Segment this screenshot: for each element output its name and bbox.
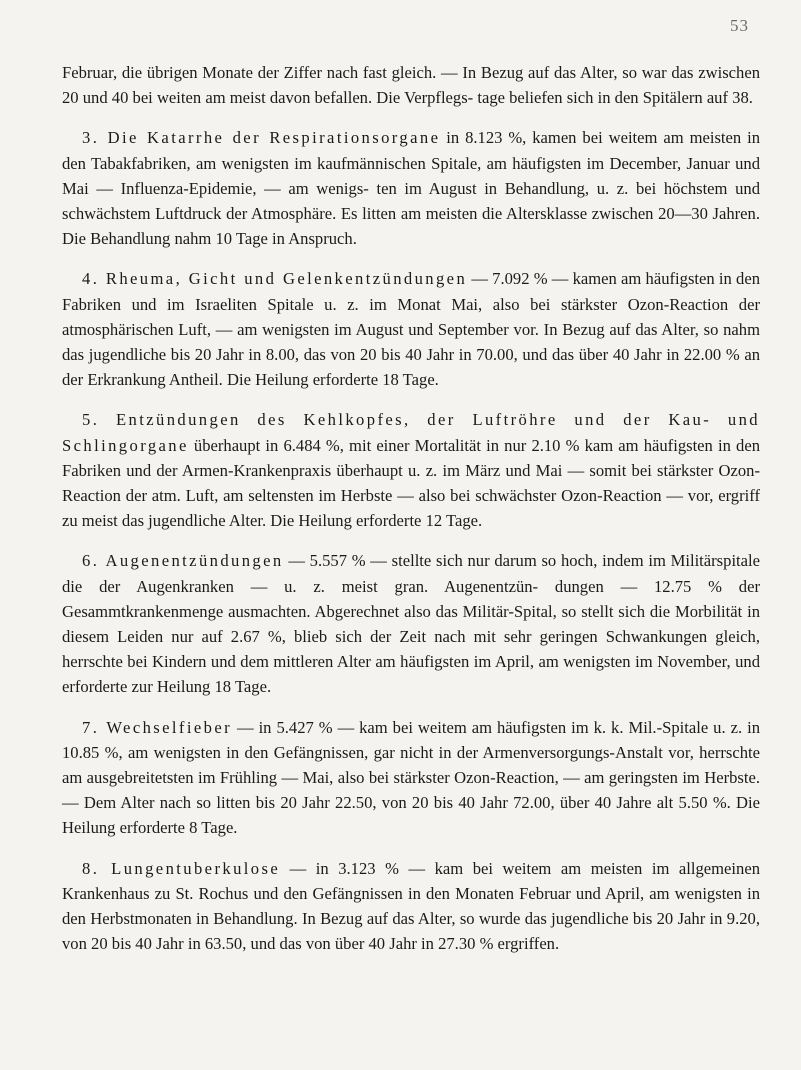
paragraph-text: — 7.092 % — kamen am häufigsten in den Fabriken und im Israeliten Spitale u. z. im Monat Mai, also bei stärkster Ozon-Reaction der atmosphärischen Luft, — am wenigsten im August und September vor. In Bezug auf das Alter, so nahm das jugendliche bis 20 Jahr in 8.00, das von 20 bis 40 Jahr in 70.00, und das über 40 Jahr in 22.00 % an der Erkrankung Antheil. Die Heilung erforderte 18 Tage. [62,269,760,390]
paragraph-heading: 6. Augenentzündungen [82,551,284,571]
paragraph-heading: 7. Wechselfieber [82,717,233,737]
paragraph-text: Februar, die übrigen Monate der Ziffer nach fast gleich. — In Bezug auf das Alter, so war das zwischen 20 und 40 bei weiten am meist davon befallen. Die Verpflegs- tage beliefen sich in den Spitälern auf 38. [62,63,760,108]
body-text [62,60,760,957]
paragraph-intermittent-fever [62,715,760,841]
paragraph-heading: 4. Rheuma, Gicht und Gelenkentzündungen [82,269,468,289]
paragraph-heading: 3. Die Katarrhe der Respirationsorgane [82,128,441,148]
paragraph-text: in 8.123 %, kamen bei weitem am meisten in den Tabakfabriken, am wenigsten im kaufmännischen Spitale, am häufigsten im December, Januar und Mai — Influenza-Epidemie, — am wenigs- ten im August in Behandlung, u. z. bei höchstem und schwächstem Luftdruck der Atmosphäre. Es litten am meisten die Altersklasse zwischen 20—30 Jahren. Die Behandlung nahm 10 Tage in Anspruch. [62,128,761,249]
paragraph-text: überhaupt in 6.484 %, mit einer Mortalität in nur 2.10 % kam am häufigsten in den Fabriken und der Armen-Krankenpraxis überhaupt u. z. im März und Mai — somit bei stärkster Ozon-Reaction der atm. Luft, am seltensten im Herbste — also bei schwächster Ozon-Reaction — vor, ergriff zu meist das jugendliche Alter. Die Heilung erforderte 12 Tage. [62,435,760,531]
paragraph-respiratory-catarrh [62,125,760,251]
paragraph-text: — in 3.123 % — kam bei weitem am meisten im allgemeinen Krankenhaus zu St. Rochus und den Gefängnissen in den Monaten Februar und April, am wenigsten in den Herbstmonaten in Behandlung. In Bezug auf das Alter, so wurde das jugendliche bis 20 Jahr in 9.20, von 20 bis 40 Jahr in 63.50, und das von über 40 Jahr in 27.30 % ergriffen. [62,858,760,954]
paragraph-tuberculosis [62,856,760,957]
paragraph-continuation [62,60,760,110]
paragraph-heading: 8. Lungentuberkulose [82,858,281,878]
paragraph-larynx-inflammation [62,407,760,533]
paragraph-rheumatism [62,266,760,392]
paragraph-text: — 5.557 % — stellte sich nur darum so hoch, indem im Militärspitale die der Augenkranken — u. z. meist gran. Augenentzün- dungen — 12.75 % der Gesammtkrankenmenge ausmachten. Abgerechnet also das Militär-Spital, so stellt sich die Morbilität in diesem Leiden nur auf 2.67 %, blieb sich der Zeit nach mit sehr geringen Schwankungen gleich, herrschte bei Kindern und dem mittleren Alter am häufigsten im April, am wenigsten im November, und erforderte zur Heilung 18 Tage. [62,551,760,697]
page-number: 53 [730,16,749,35]
paragraph-eye-inflammation [62,548,760,699]
paragraph-heading: 5. Entzündungen des Kehlkopfes, der Luftröhre und der Kau- und Schlingorgane [62,410,760,455]
paragraph-text: — in 5.427 % — kam bei weitem am häufigsten im k. k. Mil.-Spitale u. z. in 10.85 %, am wenigsten in den Gefängnissen, gar nicht in der Armenversorgungs-Anstalt vor, herrschte am ausgebreitetsten im Frühling — Mai, also bei stärkster Ozon-Reaction, — am geringsten im Herbste. — Dem Alter nach so litten bis 20 Jahr 22.50, von 20 bis 40 Jahr 72.00, über 40 Jahre alt 5.50 %. Die Heilung erforderte 8 Tage. [62,717,760,838]
